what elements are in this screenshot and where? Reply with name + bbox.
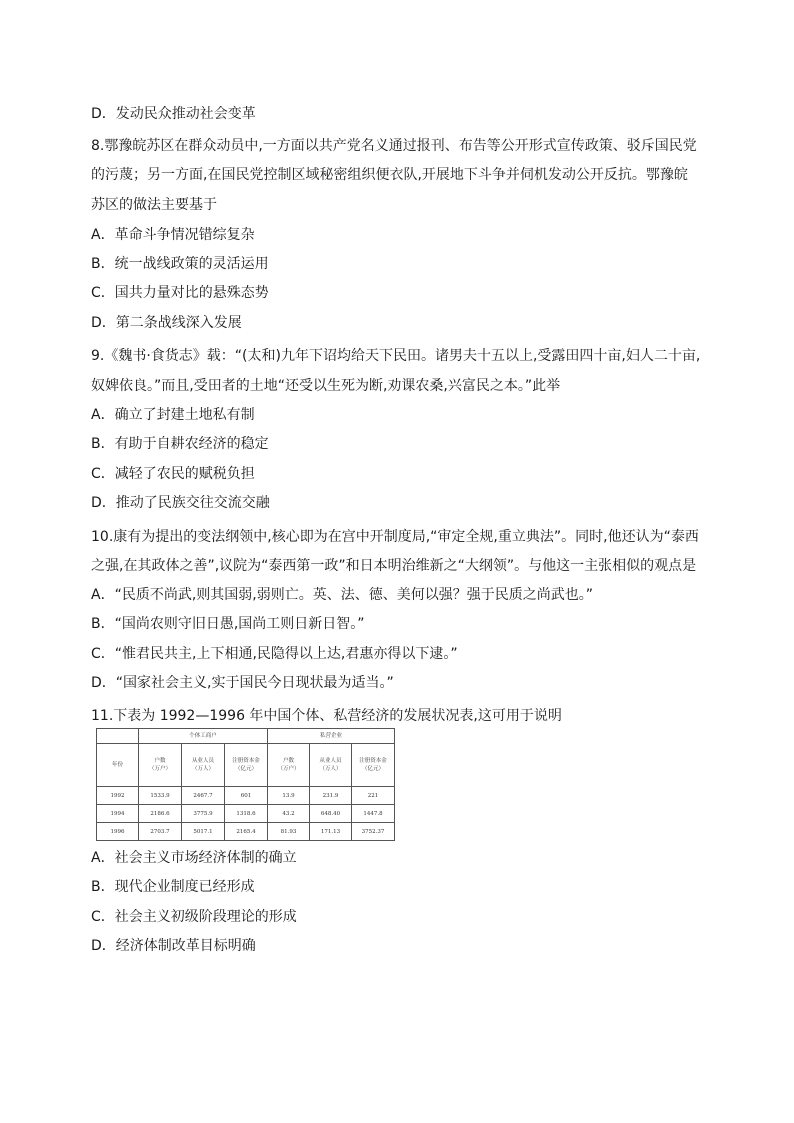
- q8-option-c[interactable]: C．国共力量对比的悬殊态势: [91, 285, 269, 301]
- cell-ind-capital: 601: [225, 787, 268, 805]
- q11-option-a[interactable]: A．社会主义市场经济体制的确立: [91, 850, 297, 866]
- q9-option-c[interactable]: C．减轻了农民的赋税负担: [91, 466, 255, 482]
- table-row: [97, 787, 395, 805]
- q8-option-a[interactable]: A．革命斗争情况错综复杂: [91, 227, 255, 243]
- q11-option-d[interactable]: D．经济体制改革目标明确: [91, 938, 256, 954]
- q10-option-d[interactable]: D．“国家社会主义,实于国民今日现状最为适当。”: [91, 675, 394, 691]
- cell-pri-capital: 221: [352, 787, 395, 805]
- cell-pri-capital: 3752.37: [352, 823, 395, 841]
- q11-option-c[interactable]: C．社会主义初级阶段理论的形成: [91, 909, 297, 925]
- q9-option-b[interactable]: B．有助于自耕农经济的稳定: [91, 436, 269, 452]
- q8-stem-line-3: 苏区的做法主要基于: [91, 197, 217, 213]
- table-group-private: 私营企业: [268, 729, 395, 744]
- cell-pri-households: 43.2: [268, 805, 310, 823]
- cell-ind-capital: 1318.6: [225, 805, 268, 823]
- cell-pri-employees: 171.13: [310, 823, 352, 841]
- cell-pri-employees: 648.40: [310, 805, 352, 823]
- cell-pri-households: 13.9: [268, 787, 310, 805]
- table-header-capital: 注册资本金 （亿元）: [352, 744, 395, 787]
- q8-stem-line-2: 的污蔑；另一方面,在国民党控制区域秘密组织便衣队,开展地下斗争并伺机发动公开反抗。鄂豫皖: [91, 167, 688, 183]
- q11-stem: 11.下表为 1992—1996 年中国个体、私营经济的发展状况表,这可用于说明: [91, 708, 562, 724]
- cell-ind-capital: 2165.4: [225, 823, 268, 841]
- q9-option-a[interactable]: A．确立了封建土地私有制: [91, 407, 255, 423]
- q10-option-c[interactable]: C．“惟君民共主,上下相通,民隐得以上达,君惠亦得以下逮。”: [91, 646, 458, 662]
- q9-stem-line-2: 奴婢依良。”而且,受田者的土地“还受以生死为断,劝课农桑,兴富民之本。”此举: [91, 378, 561, 394]
- table-row: [97, 805, 395, 823]
- cell-pri-capital: 1447.8: [352, 805, 395, 823]
- cell-ind-employees: 2467.7: [182, 787, 225, 805]
- cell-ind-households: 1533.9: [139, 787, 182, 805]
- q7-option-d[interactable]: D．发动民众推动社会变革: [91, 106, 256, 122]
- q9-option-d[interactable]: D．推动了民族交往交流交融: [91, 495, 270, 511]
- q8-stem-line-1: 8.鄂豫皖苏区在群众动员中,一方面以共产党名义通过报刊、布告等公开形式宣传政策、驳斥国民党: [91, 138, 697, 154]
- table-header-households: 户数 （万户）: [268, 744, 310, 787]
- table-row: [97, 823, 395, 841]
- q10-stem-line-1: 10.康有为提出的变法纲领中,核心即为在宫中开制度局,“审定全规,重立典法”。同时,他还认为“泰西: [91, 529, 699, 545]
- q10-option-b[interactable]: B．“国尚农则守旧日愚,国尚工则日新日智。”: [91, 616, 365, 632]
- table-header-households: 户数 （万户）: [139, 744, 182, 787]
- cell-pri-households: 81.93: [268, 823, 310, 841]
- table-header-capital: 注册资本金 （亿元）: [225, 744, 268, 787]
- cell-year: 1992: [97, 787, 139, 805]
- cell-year: 1994: [97, 805, 139, 823]
- cell-year: 1996: [97, 823, 139, 841]
- q9-stem-line-1: 9.《魏书·食货志》载：“(太和)九年下诏均给天下民田。诸男夫十五以上,受露田四十亩,妇人二十亩,: [91, 348, 701, 364]
- table-corner: [97, 729, 139, 744]
- q8-option-d[interactable]: D．第二条战线深入发展: [91, 315, 242, 331]
- q11-option-b[interactable]: B．现代企业制度已经形成: [91, 879, 255, 895]
- q8-option-b[interactable]: B．统一战线政策的灵活运用: [91, 256, 269, 272]
- cell-ind-employees: 3775.9: [182, 805, 225, 823]
- q10-stem-line-2: 之强,在其政体之善”,议院为“泰西第一政”和日本明治维新之“大纲领”。与他这一主张相似的观点是: [91, 558, 697, 574]
- cell-ind-employees: 5017.1: [182, 823, 225, 841]
- economy-table: [96, 728, 394, 836]
- table-header-employees: 从业人员 （万人）: [310, 744, 352, 787]
- table-header-year: 年份: [97, 744, 139, 787]
- table-header-employees: 从业人员 （万人）: [182, 744, 225, 787]
- q10-option-a[interactable]: A．“民质不尚武,则其国弱,弱则亡。英、法、德、美何以强？强于民质之尚武也。”: [91, 587, 593, 603]
- table-group-individual: 个体工商户: [139, 729, 268, 744]
- cell-ind-households: 2703.7: [139, 823, 182, 841]
- cell-pri-employees: 231.9: [310, 787, 352, 805]
- cell-ind-households: 2186.6: [139, 805, 182, 823]
